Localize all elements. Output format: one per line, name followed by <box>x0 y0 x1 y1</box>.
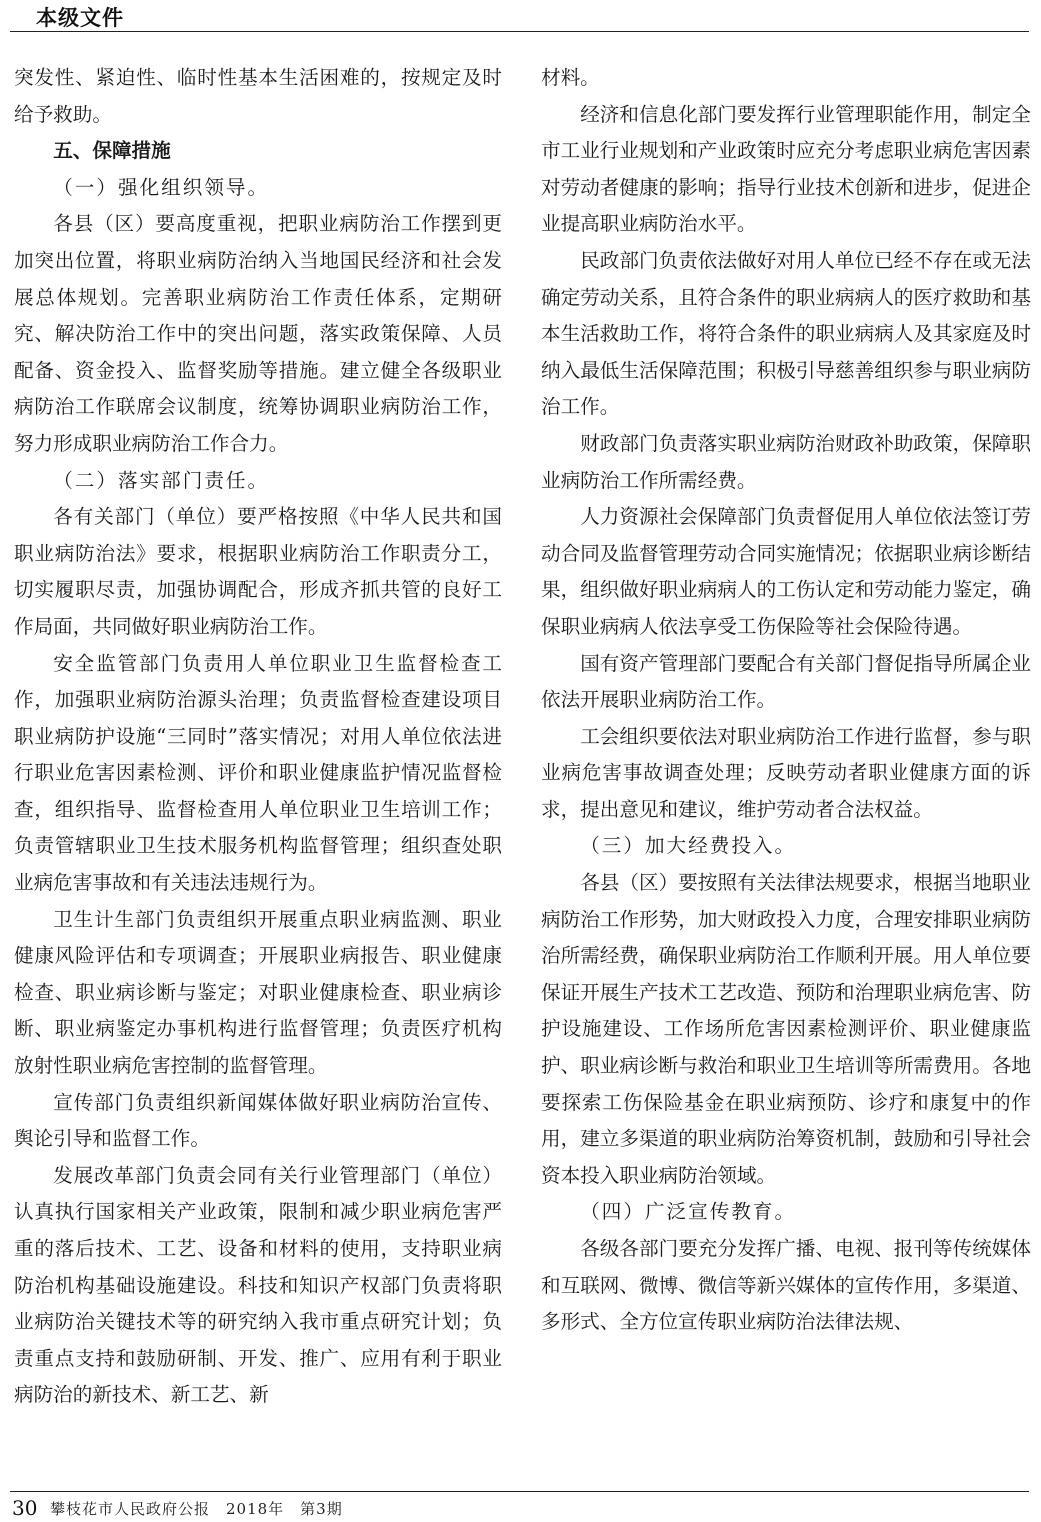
paragraph: 宣传部门负责组织新闻媒体做好职业病防治宣传、舆论引导和监督工作。 <box>14 1090 502 1151</box>
paragraph: 突发性、紧迫性、临时性基本生活困难的，按规定及时给予救助。 <box>14 66 502 126</box>
paragraph: 发展改革部门负责会同有关行业管理部门（单位）认真执行国家相关产业政策，限制和减少职业病危害严重的落后技术、工艺、设备和材料的使用，支持职业病防治机构基础设施建设。科技和知识产权部门负责将职业病防治关键技术等的研究纳入我市重点研究计划；负责重点支持和鼓励研制、开发、推广、应用有利于职业病防治的新技术、新工艺、新 <box>14 1163 502 1407</box>
subsection-heading: （四）广泛宣传教育。 <box>580 1200 797 1224</box>
right-column <box>541 60 1031 1341</box>
paragraph: 人力资源社会保障部门负责督促用人单位依法签订劳动合同及监督管理劳动合同实施情况；依据职业病诊断结果，组织做好职业病病人的工伤认定和劳动能力鉴定，确保职业病病人依法享受工伤保险等社会保险待遇。 <box>541 505 1031 638</box>
footer-rule <box>10 1491 1029 1492</box>
page-header <box>0 0 1041 34</box>
page-number: 30 <box>12 1496 38 1520</box>
subsection-heading: （一）强化组织领导。 <box>53 175 270 199</box>
paragraph: 国有资产管理部门要配合有关部门督促指导所属企业依法开展职业病防治工作。 <box>541 651 1031 712</box>
journal-name: 攀枝花市人民政府公报 2018年 第3期 <box>50 1500 343 1518</box>
header-title: 本级文件 <box>36 6 124 30</box>
paragraph: 卫生计生部门负责组织开展重点职业病监测、职业健康风险评估和专项调查；开展职业病报告、职业健康检查、职业病诊断与鉴定；对职业健康检查、职业病诊断、职业病鉴定办事机构进行监督管理；负责医疗机构放射性职业病危害控制的监督管理。 <box>14 907 502 1078</box>
subsection-heading: （二）落实部门责任。 <box>53 468 270 492</box>
paragraph: 各县（区）要高度重视，把职业病防治工作摆到更加突出位置，将职业病防治纳入当地国民经济和社会发展总体规划。完善职业病防治工作责任体系，定期研究、解决防治工作中的突出问题，落实政策保障、人员配备、资金投入、监督奖励等措施。建立健全各级职业病防治工作联席会议制度，统筹协调职业病防治工作，努力形成职业病防治工作合力。 <box>14 212 502 455</box>
paragraph: 各县（区）要按照有关法律法规要求，根据当地职业病防治工作形势，加大财政投入力度，合理安排职业病防治所需经费，确保职业病防治工作顺利开展。用人单位要保证开展生产技术工艺改造、预防和治理职业病危害、防护设施建设、工作场所危害因素检测评价、职业健康监护、职业病诊断与救治和职业卫生培训等所需费用。各地要探索工伤保险基金在职业病预防、诊疗和康复中的作用，建立多渠道的职业病防治筹资机制，鼓励和引导社会资本投入职业病防治领域。 <box>541 871 1031 1187</box>
paragraph: 经济和信息化部门要发挥行业管理职能作用，制定全市工业行业规划和产业政策时应充分考虑职业病危害因素对劳动者健康的影响；指导行业技术创新和进步，促进企业提高职业病防治水平。 <box>541 102 1031 236</box>
left-column <box>14 60 502 1414</box>
paragraph: 财政部门负责落实职业病防治财政补助政策，保障职业病防治工作所需经费。 <box>541 431 1031 492</box>
paragraph: 各有关部门（单位）要严格按照《中华人民共和国职业病防治法》要求，根据职业病防治工作职责分工，切实履职尽责，加强协调配合，形成齐抓共管的良好工作局面，共同做好职业病防治工作。 <box>14 505 502 638</box>
paragraph: 材料。 <box>541 66 600 89</box>
paragraph: 民政部门负责依法做好对用人单位已经不存在或无法确定劳动关系，且符合条件的职业病病人的医疗救助和基本生活救助工作，将符合条件的职业病病人及其家庭及时纳入最低生活保障范围；积极引导慈善组织参与职业病防治工作。 <box>541 248 1031 419</box>
header-rule <box>10 31 1029 32</box>
paragraph: 工会组织要依法对职业病防治工作进行监督，参与职业病危害事故调查处理；反映劳动者职业健康方面的诉求，提出意见和建议，维护劳动者合法权益。 <box>541 724 1031 821</box>
section-heading: 五、保障措施 <box>53 139 171 163</box>
subsection-heading: （三）加大经费投入。 <box>580 834 797 858</box>
page-footer <box>0 1488 1041 1522</box>
paragraph: 各级各部门要充分发挥广播、电视、报刊等传统媒体和互联网、微博、微信等新兴媒体的宣传作用，多渠道、多形式、全方位宣传职业病防治法律法规、 <box>541 1237 1031 1334</box>
paragraph: 安全监管部门负责用人单位职业卫生监督检查工作，加强职业病防治源头治理；负责监督检查建设项目职业病防护设施“三同时”落实情况；对用人单位依法进行职业危害因素检测、评价和职业健康监护情况监督检查，组织指导、监督检查用人单位职业卫生培训工作；负责管辖职业卫生技术服务机构监督管理；组织查处职业病危害事故和有关违法违规行为。 <box>14 651 502 895</box>
